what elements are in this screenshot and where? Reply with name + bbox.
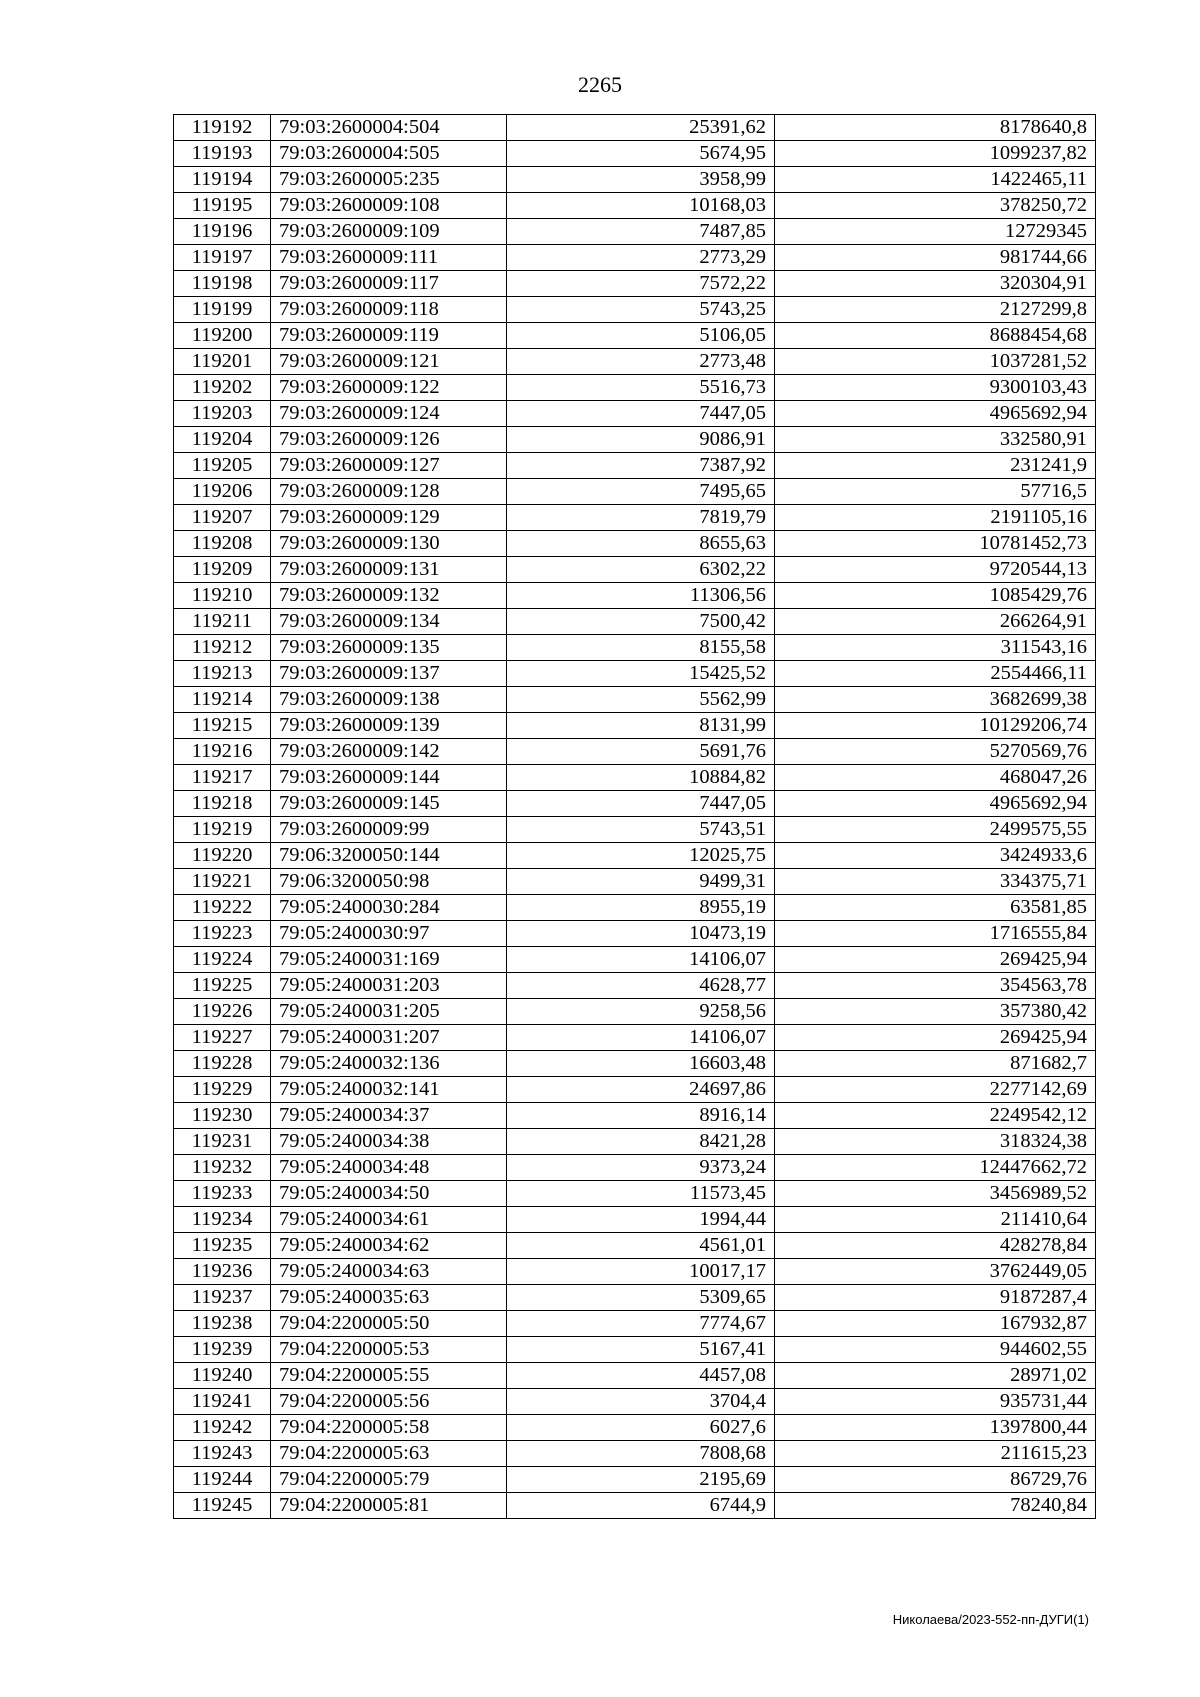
area-cell: 5167,41 [507, 1337, 775, 1363]
row-number-cell: 119216 [174, 739, 271, 765]
cadastral-number-cell: 79:05:2400034:63 [271, 1259, 507, 1285]
table-row [174, 219, 1096, 245]
area-cell: 11306,56 [507, 583, 775, 609]
cadastral-number-cell: 79:03:2600009:131 [271, 557, 507, 583]
cadastral-number-cell: 79:05:2400034:61 [271, 1207, 507, 1233]
cadastral-number-cell: 79:05:2400032:136 [271, 1051, 507, 1077]
table-row [174, 193, 1096, 219]
cadastral-number-cell: 79:05:2400034:48 [271, 1155, 507, 1181]
value-cell: 428278,84 [775, 1233, 1096, 1259]
value-cell: 5270569,76 [775, 739, 1096, 765]
area-cell: 7819,79 [507, 505, 775, 531]
value-cell: 2499575,55 [775, 817, 1096, 843]
cadastral-number-cell: 79:05:2400031:169 [271, 947, 507, 973]
area-cell: 14106,07 [507, 947, 775, 973]
table-row [174, 1077, 1096, 1103]
row-number-cell: 119194 [174, 167, 271, 193]
value-cell: 10129206,74 [775, 713, 1096, 739]
area-cell: 4457,08 [507, 1363, 775, 1389]
document-footer: Николаева/2023-552-пп-ДУГИ(1) [892, 1612, 1089, 1627]
area-cell: 7774,67 [507, 1311, 775, 1337]
value-cell: 3762449,05 [775, 1259, 1096, 1285]
area-cell: 8155,58 [507, 635, 775, 661]
row-number-cell: 119201 [174, 349, 271, 375]
area-cell: 5516,73 [507, 375, 775, 401]
cadastral-table [173, 114, 1096, 1519]
row-number-cell: 119226 [174, 999, 271, 1025]
area-cell: 8655,63 [507, 531, 775, 557]
table-body [174, 115, 1096, 1519]
row-number-cell: 119192 [174, 115, 271, 141]
table-row [174, 1389, 1096, 1415]
cadastral-number-cell: 79:05:2400034:62 [271, 1233, 507, 1259]
row-number-cell: 119202 [174, 375, 271, 401]
cadastral-table-container [173, 114, 1096, 1519]
row-number-cell: 119207 [174, 505, 271, 531]
value-cell: 12729345 [775, 219, 1096, 245]
row-number-cell: 119212 [174, 635, 271, 661]
value-cell: 378250,72 [775, 193, 1096, 219]
cadastral-number-cell: 79:03:2600009:99 [271, 817, 507, 843]
cadastral-number-cell: 79:03:2600009:111 [271, 245, 507, 271]
row-number-cell: 119237 [174, 1285, 271, 1311]
row-number-cell: 119227 [174, 1025, 271, 1051]
area-cell: 7495,65 [507, 479, 775, 505]
row-number-cell: 119230 [174, 1103, 271, 1129]
row-number-cell: 119242 [174, 1415, 271, 1441]
value-cell: 28971,02 [775, 1363, 1096, 1389]
row-number-cell: 119224 [174, 947, 271, 973]
row-number-cell: 119209 [174, 557, 271, 583]
area-cell: 6302,22 [507, 557, 775, 583]
row-number-cell: 119240 [174, 1363, 271, 1389]
cadastral-number-cell: 79:05:2400034:50 [271, 1181, 507, 1207]
row-number-cell: 119244 [174, 1467, 271, 1493]
cadastral-number-cell: 79:04:2200005:63 [271, 1441, 507, 1467]
row-number-cell: 119218 [174, 791, 271, 817]
value-cell: 1037281,52 [775, 349, 1096, 375]
page-number: 2265 [578, 72, 622, 97]
value-cell: 871682,7 [775, 1051, 1096, 1077]
cadastral-number-cell: 79:05:2400032:141 [271, 1077, 507, 1103]
row-number-cell: 119205 [174, 453, 271, 479]
table-row [174, 349, 1096, 375]
value-cell: 334375,71 [775, 869, 1096, 895]
value-cell: 357380,42 [775, 999, 1096, 1025]
value-cell: 9187287,4 [775, 1285, 1096, 1311]
area-cell: 6027,6 [507, 1415, 775, 1441]
row-number-cell: 119210 [174, 583, 271, 609]
area-cell: 4561,01 [507, 1233, 775, 1259]
cadastral-number-cell: 79:05:2400031:205 [271, 999, 507, 1025]
cadastral-number-cell: 79:05:2400031:207 [271, 1025, 507, 1051]
value-cell: 78240,84 [775, 1493, 1096, 1519]
value-cell: 935731,44 [775, 1389, 1096, 1415]
value-cell: 3424933,6 [775, 843, 1096, 869]
cadastral-number-cell: 79:03:2600009:109 [271, 219, 507, 245]
area-cell: 6744,9 [507, 1493, 775, 1519]
table-row [174, 1233, 1096, 1259]
area-cell: 7500,42 [507, 609, 775, 635]
row-number-cell: 119220 [174, 843, 271, 869]
value-cell: 9720544,13 [775, 557, 1096, 583]
cadastral-number-cell: 79:03:2600009:145 [271, 791, 507, 817]
value-cell: 2191105,16 [775, 505, 1096, 531]
row-number-cell: 119195 [174, 193, 271, 219]
cadastral-number-cell: 79:03:2600009:144 [271, 765, 507, 791]
row-number-cell: 119235 [174, 1233, 271, 1259]
area-cell: 9499,31 [507, 869, 775, 895]
table-row [174, 297, 1096, 323]
table-row [174, 375, 1096, 401]
value-cell: 1716555,84 [775, 921, 1096, 947]
cadastral-number-cell: 79:03:2600009:119 [271, 323, 507, 349]
cadastral-number-cell: 79:03:2600009:129 [271, 505, 507, 531]
cadastral-number-cell: 79:06:3200050:144 [271, 843, 507, 869]
area-cell: 8955,19 [507, 895, 775, 921]
table-row [174, 245, 1096, 271]
row-number-cell: 119223 [174, 921, 271, 947]
value-cell: 1085429,76 [775, 583, 1096, 609]
value-cell: 211615,23 [775, 1441, 1096, 1467]
row-number-cell: 119238 [174, 1311, 271, 1337]
table-row [174, 765, 1096, 791]
table-row [174, 609, 1096, 635]
cadastral-number-cell: 79:03:2600009:108 [271, 193, 507, 219]
row-number-cell: 119245 [174, 1493, 271, 1519]
area-cell: 10884,82 [507, 765, 775, 791]
table-row [174, 1025, 1096, 1051]
area-cell: 9373,24 [507, 1155, 775, 1181]
value-cell: 1397800,44 [775, 1415, 1096, 1441]
row-number-cell: 119222 [174, 895, 271, 921]
cadastral-number-cell: 79:05:2400034:38 [271, 1129, 507, 1155]
row-number-cell: 119204 [174, 427, 271, 453]
area-cell: 8131,99 [507, 713, 775, 739]
table-row [174, 687, 1096, 713]
value-cell: 266264,91 [775, 609, 1096, 635]
value-cell: 3682699,38 [775, 687, 1096, 713]
area-cell: 9258,56 [507, 999, 775, 1025]
value-cell: 4965692,94 [775, 791, 1096, 817]
table-row [174, 531, 1096, 557]
table-row [174, 1285, 1096, 1311]
value-cell: 2554466,11 [775, 661, 1096, 687]
table-row [174, 1415, 1096, 1441]
value-cell: 63581,85 [775, 895, 1096, 921]
row-number-cell: 119214 [174, 687, 271, 713]
value-cell: 311543,16 [775, 635, 1096, 661]
table-row [174, 1207, 1096, 1233]
value-cell: 3456989,52 [775, 1181, 1096, 1207]
cadastral-number-cell: 79:03:2600009:117 [271, 271, 507, 297]
value-cell: 12447662,72 [775, 1155, 1096, 1181]
area-cell: 5309,65 [507, 1285, 775, 1311]
row-number-cell: 119241 [174, 1389, 271, 1415]
value-cell: 354563,78 [775, 973, 1096, 999]
cadastral-number-cell: 79:03:2600009:135 [271, 635, 507, 661]
table-row [174, 791, 1096, 817]
table-row [174, 973, 1096, 999]
area-cell: 7447,05 [507, 401, 775, 427]
table-row [174, 557, 1096, 583]
value-cell: 231241,9 [775, 453, 1096, 479]
value-cell: 468047,26 [775, 765, 1096, 791]
value-cell: 318324,38 [775, 1129, 1096, 1155]
area-cell: 16603,48 [507, 1051, 775, 1077]
table-row [174, 583, 1096, 609]
table-row [174, 1337, 1096, 1363]
cadastral-number-cell: 79:03:2600009:122 [271, 375, 507, 401]
table-row [174, 1493, 1096, 1519]
table-row [174, 1311, 1096, 1337]
table-row [174, 869, 1096, 895]
area-cell: 5743,25 [507, 297, 775, 323]
row-number-cell: 119196 [174, 219, 271, 245]
cadastral-number-cell: 79:04:2200005:55 [271, 1363, 507, 1389]
area-cell: 10473,19 [507, 921, 775, 947]
cadastral-number-cell: 79:03:2600009:128 [271, 479, 507, 505]
row-number-cell: 119233 [174, 1181, 271, 1207]
value-cell: 981744,66 [775, 245, 1096, 271]
row-number-cell: 119206 [174, 479, 271, 505]
cadastral-number-cell: 79:05:2400031:203 [271, 973, 507, 999]
row-number-cell: 119243 [174, 1441, 271, 1467]
value-cell: 167932,87 [775, 1311, 1096, 1337]
table-row [174, 1363, 1096, 1389]
area-cell: 5674,95 [507, 141, 775, 167]
cadastral-number-cell: 79:03:2600009:126 [271, 427, 507, 453]
table-row [174, 141, 1096, 167]
cadastral-number-cell: 79:03:2600009:127 [271, 453, 507, 479]
row-number-cell: 119208 [174, 531, 271, 557]
row-number-cell: 119225 [174, 973, 271, 999]
area-cell: 5691,76 [507, 739, 775, 765]
value-cell: 10781452,73 [775, 531, 1096, 557]
value-cell: 269425,94 [775, 947, 1096, 973]
table-row [174, 427, 1096, 453]
value-cell: 269425,94 [775, 1025, 1096, 1051]
row-number-cell: 119229 [174, 1077, 271, 1103]
cadastral-number-cell: 79:05:2400034:37 [271, 1103, 507, 1129]
table-row [174, 921, 1096, 947]
row-number-cell: 119200 [174, 323, 271, 349]
area-cell: 8421,28 [507, 1129, 775, 1155]
value-cell: 320304,91 [775, 271, 1096, 297]
table-row [174, 271, 1096, 297]
row-number-cell: 119215 [174, 713, 271, 739]
row-number-cell: 119203 [174, 401, 271, 427]
table-row [174, 947, 1096, 973]
table-row [174, 843, 1096, 869]
value-cell: 332580,91 [775, 427, 1096, 453]
row-number-cell: 119213 [174, 661, 271, 687]
table-row [174, 401, 1096, 427]
value-cell: 2277142,69 [775, 1077, 1096, 1103]
row-number-cell: 119236 [174, 1259, 271, 1285]
cadastral-number-cell: 79:03:2600009:137 [271, 661, 507, 687]
row-number-cell: 119234 [174, 1207, 271, 1233]
row-number-cell: 119217 [174, 765, 271, 791]
area-cell: 7572,22 [507, 271, 775, 297]
cadastral-number-cell: 79:03:2600009:118 [271, 297, 507, 323]
table-row [174, 479, 1096, 505]
cadastral-number-cell: 79:03:2600009:130 [271, 531, 507, 557]
table-row [174, 895, 1096, 921]
area-cell: 15425,52 [507, 661, 775, 687]
cadastral-number-cell: 79:03:2600009:124 [271, 401, 507, 427]
table-row [174, 1129, 1096, 1155]
row-number-cell: 119211 [174, 609, 271, 635]
cadastral-number-cell: 79:04:2200005:50 [271, 1311, 507, 1337]
area-cell: 11573,45 [507, 1181, 775, 1207]
value-cell: 8688454,68 [775, 323, 1096, 349]
value-cell: 944602,55 [775, 1337, 1096, 1363]
value-cell: 9300103,43 [775, 375, 1096, 401]
table-row [174, 817, 1096, 843]
area-cell: 10017,17 [507, 1259, 775, 1285]
table-row [174, 1441, 1096, 1467]
cadastral-number-cell: 79:05:2400030:284 [271, 895, 507, 921]
area-cell: 8916,14 [507, 1103, 775, 1129]
table-row [174, 1051, 1096, 1077]
value-cell: 211410,64 [775, 1207, 1096, 1233]
area-cell: 12025,75 [507, 843, 775, 869]
cadastral-number-cell: 79:03:2600004:504 [271, 115, 507, 141]
table-row [174, 505, 1096, 531]
table-row [174, 323, 1096, 349]
area-cell: 9086,91 [507, 427, 775, 453]
cadastral-number-cell: 79:03:2600004:505 [271, 141, 507, 167]
table-row [174, 115, 1096, 141]
cadastral-number-cell: 79:06:3200050:98 [271, 869, 507, 895]
area-cell: 7487,85 [507, 219, 775, 245]
area-cell: 5743,51 [507, 817, 775, 843]
cadastral-number-cell: 79:05:2400030:97 [271, 921, 507, 947]
area-cell: 4628,77 [507, 973, 775, 999]
area-cell: 10168,03 [507, 193, 775, 219]
row-number-cell: 119198 [174, 271, 271, 297]
area-cell: 1994,44 [507, 1207, 775, 1233]
area-cell: 25391,62 [507, 115, 775, 141]
table-row [174, 999, 1096, 1025]
area-cell: 2773,48 [507, 349, 775, 375]
table-row [174, 1259, 1096, 1285]
cadastral-number-cell: 79:04:2200005:81 [271, 1493, 507, 1519]
cadastral-number-cell: 79:03:2600009:134 [271, 609, 507, 635]
cadastral-number-cell: 79:04:2200005:56 [271, 1389, 507, 1415]
area-cell: 7808,68 [507, 1441, 775, 1467]
table-row [174, 1467, 1096, 1493]
area-cell: 2773,29 [507, 245, 775, 271]
row-number-cell: 119219 [174, 817, 271, 843]
value-cell: 2127299,8 [775, 297, 1096, 323]
row-number-cell: 119193 [174, 141, 271, 167]
cadastral-number-cell: 79:03:2600009:121 [271, 349, 507, 375]
row-number-cell: 119231 [174, 1129, 271, 1155]
cadastral-number-cell: 79:04:2200005:58 [271, 1415, 507, 1441]
area-cell: 2195,69 [507, 1467, 775, 1493]
cadastral-number-cell: 79:04:2200005:53 [271, 1337, 507, 1363]
table-row [174, 713, 1096, 739]
area-cell: 5562,99 [507, 687, 775, 713]
value-cell: 8178640,8 [775, 115, 1096, 141]
row-number-cell: 119239 [174, 1337, 271, 1363]
cadastral-number-cell: 79:03:2600009:132 [271, 583, 507, 609]
cadastral-number-cell: 79:03:2600009:139 [271, 713, 507, 739]
value-cell: 4965692,94 [775, 401, 1096, 427]
value-cell: 2249542,12 [775, 1103, 1096, 1129]
table-row [174, 661, 1096, 687]
row-number-cell: 119232 [174, 1155, 271, 1181]
value-cell: 86729,76 [775, 1467, 1096, 1493]
area-cell: 3958,99 [507, 167, 775, 193]
row-number-cell: 119199 [174, 297, 271, 323]
table-row [174, 1103, 1096, 1129]
table-row [174, 1181, 1096, 1207]
table-row [174, 167, 1096, 193]
row-number-cell: 119228 [174, 1051, 271, 1077]
row-number-cell: 119197 [174, 245, 271, 271]
area-cell: 24697,86 [507, 1077, 775, 1103]
value-cell: 1422465,11 [775, 167, 1096, 193]
table-row [174, 453, 1096, 479]
area-cell: 5106,05 [507, 323, 775, 349]
area-cell: 7447,05 [507, 791, 775, 817]
cadastral-number-cell: 79:05:2400035:63 [271, 1285, 507, 1311]
area-cell: 14106,07 [507, 1025, 775, 1051]
value-cell: 1099237,82 [775, 141, 1096, 167]
value-cell: 57716,5 [775, 479, 1096, 505]
table-row [174, 1155, 1096, 1181]
cadastral-number-cell: 79:03:2600009:138 [271, 687, 507, 713]
cadastral-number-cell: 79:03:2600005:235 [271, 167, 507, 193]
table-row [174, 635, 1096, 661]
area-cell: 3704,4 [507, 1389, 775, 1415]
area-cell: 7387,92 [507, 453, 775, 479]
row-number-cell: 119221 [174, 869, 271, 895]
table-row [174, 739, 1096, 765]
cadastral-number-cell: 79:03:2600009:142 [271, 739, 507, 765]
cadastral-number-cell: 79:04:2200005:79 [271, 1467, 507, 1493]
